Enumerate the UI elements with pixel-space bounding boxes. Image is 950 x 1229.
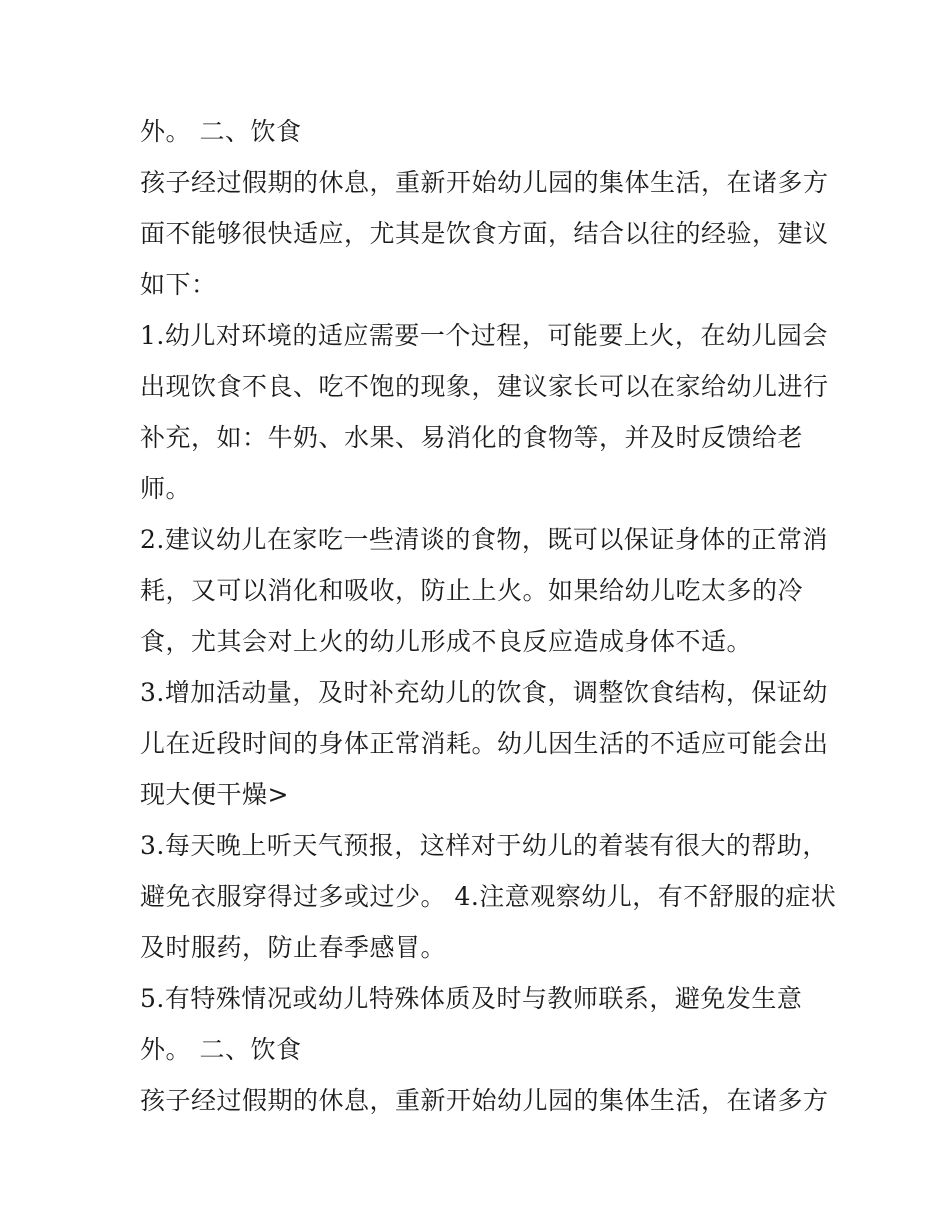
text-line: 儿在近段时间的身体正常消耗。幼儿因生活的不适应可能会出 (140, 729, 829, 758)
text-line: 现大便干燥> (140, 780, 289, 809)
text-line: 孩子经过假期的休息，重新开始幼儿园的集体生活，在诸多方 (140, 1086, 829, 1115)
text-line: 面不能够很快适应，尤其是饮食方面，结合以往的经验，建议 (140, 219, 829, 248)
text-line: 外。 二、饮食 (140, 117, 302, 146)
text-line: 1.幼儿对环境的适应需要一个过程，可能要上火，在幼儿园会 (140, 321, 828, 350)
body-text (140, 106, 837, 1126)
text-line: 补充，如：牛奶、水果、易消化的食物等，并及时反馈给老 (140, 423, 804, 452)
text-line: 食，尤其会对上火的幼儿形成不良反应造成身体不适。 (140, 627, 753, 656)
text-line: 外。 二、饮食 (140, 1035, 302, 1064)
text-line: 如下： (140, 270, 217, 299)
text-line: 3.增加活动量，及时补充幼儿的饮食，调整饮食结构，保证幼 (140, 678, 828, 707)
text-line: 耗，又可以消化和吸收，防止上火。如果给幼儿吃太多的冷 (140, 576, 804, 605)
text-line: 5.有特殊情况或幼儿特殊体质及时与教师联系，避免发生意 (140, 984, 803, 1013)
text-line: 避免衣服穿得过多或过少。 4.注意观察幼儿，有不舒服的症状 (140, 882, 837, 911)
text-line: 出现饮食不良、吃不饱的现象，建议家长可以在家给幼儿进行 (140, 372, 829, 401)
text-line: 2.建议幼儿在家吃一些清谈的食物，既可以保证身体的正常消 (140, 525, 828, 554)
text-line: 师。 (140, 474, 192, 503)
text-line: 及时服药，防止春季感冒。 (140, 933, 447, 962)
text-line: 孩子经过假期的休息，重新开始幼儿园的集体生活，在诸多方 (140, 168, 829, 197)
text-line: 3.每天晚上听天气预报，这样对于幼儿的着装有很大的帮助， (140, 831, 828, 860)
